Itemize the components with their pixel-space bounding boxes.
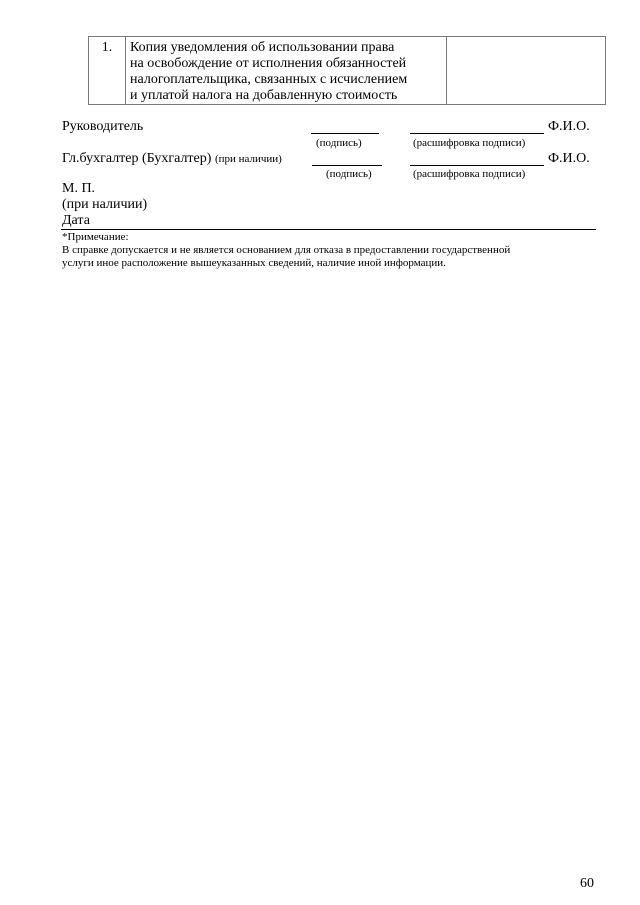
- stamp-label: М. П.: [62, 181, 96, 196]
- accountant-decoding-caption: (расшифровка подписи): [413, 168, 526, 180]
- chief-accountant-label: [62, 151, 282, 167]
- page-number: 60: [580, 876, 594, 891]
- row-description-line: на освобождение от исполнения обязанностей: [130, 56, 407, 71]
- director-decoding-caption: (расшифровка подписи): [413, 137, 526, 149]
- row-value: [447, 37, 606, 105]
- footnote-title: *Примечание:: [62, 231, 129, 243]
- director-decoding-line: [410, 133, 544, 134]
- chief-accountant-title: Гл.бухгалтер (Бухгалтер): [62, 151, 212, 166]
- row-description-line: и уплатой налога на добавленную стоимость: [130, 88, 398, 103]
- footnote-line: услуги иное расположение вышеуказанных сведений, наличие иной информации.: [62, 257, 446, 269]
- director-signature-caption: (подпись): [316, 137, 362, 149]
- director-fio: Ф.И.О.: [548, 119, 590, 134]
- row-number: 1.: [89, 37, 126, 105]
- chief-accountant-note: (при наличии): [214, 153, 282, 165]
- accountant-decoding-line: [410, 165, 544, 166]
- documents-table: [88, 36, 606, 105]
- director-signature-line: [311, 133, 379, 134]
- row-description: [126, 37, 447, 105]
- row-description-line: налогоплательщика, связанных с исчислением: [130, 72, 408, 87]
- footnote-separator: [61, 229, 596, 230]
- accountant-signature-caption: (подпись): [326, 168, 372, 180]
- table-row: [89, 37, 606, 105]
- accountant-signature-line: [312, 165, 382, 166]
- director-label: Руководитель: [62, 119, 144, 134]
- footnote-line: В справке допускается и не является основанием для отказа в предоставлении государственной: [62, 244, 511, 256]
- stamp-note: (при наличии): [62, 197, 148, 212]
- row-description-line: Копия уведомления об использовании права: [130, 40, 395, 55]
- date-label: Дата: [62, 213, 90, 228]
- accountant-fio: Ф.И.О.: [548, 151, 590, 166]
